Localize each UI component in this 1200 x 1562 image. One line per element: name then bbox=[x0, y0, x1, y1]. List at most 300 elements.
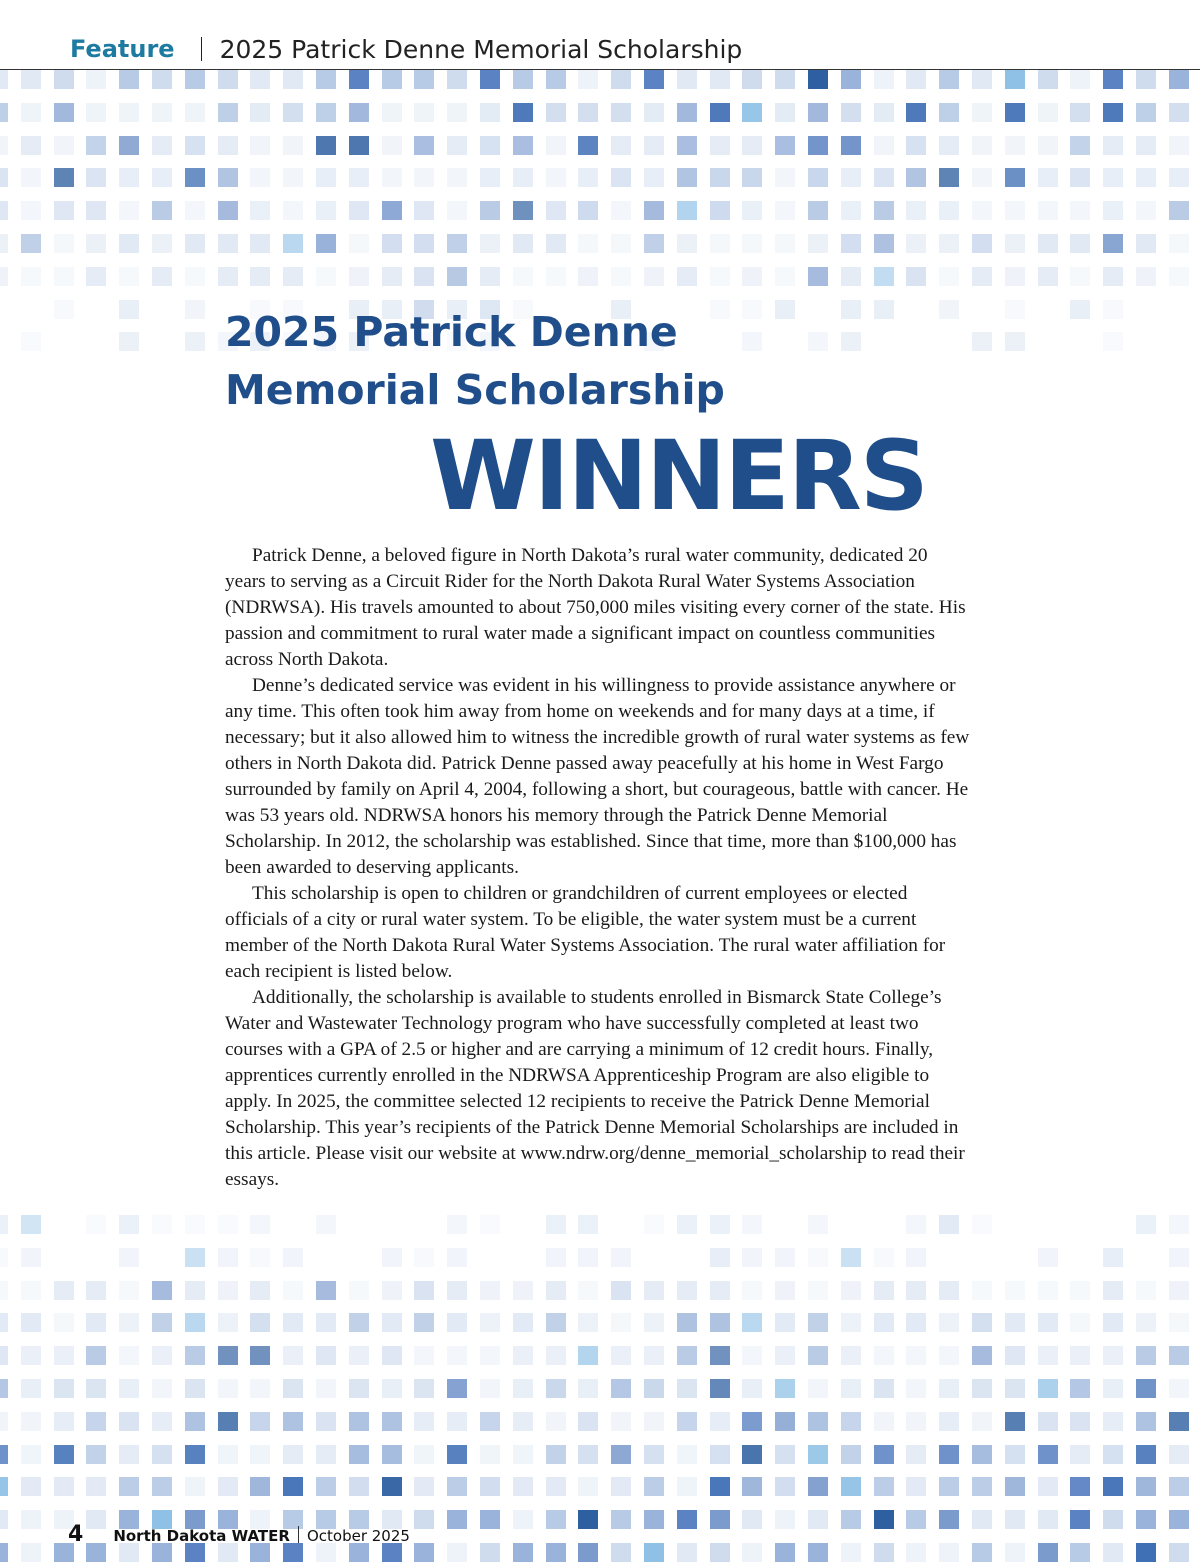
mosaic-tile bbox=[644, 1510, 664, 1529]
mosaic-tile bbox=[185, 234, 205, 253]
mosaic-tile bbox=[546, 1445, 566, 1464]
mosaic-tile bbox=[611, 201, 631, 220]
mosaic-tile bbox=[874, 1248, 894, 1267]
mosaic-tile bbox=[152, 234, 172, 253]
mosaic-tile bbox=[939, 201, 959, 220]
mosaic-tile bbox=[480, 1510, 500, 1529]
mosaic-tile bbox=[742, 1477, 762, 1496]
mosaic-tile bbox=[742, 234, 762, 253]
mosaic-tile bbox=[218, 1215, 238, 1234]
mosaic-tile bbox=[644, 234, 664, 253]
mosaic-tile bbox=[480, 234, 500, 253]
mosaic-tile bbox=[1103, 1313, 1123, 1332]
mosaic-tile bbox=[644, 267, 664, 286]
mosaic-tile bbox=[283, 1313, 303, 1332]
mosaic-tile bbox=[283, 1445, 303, 1464]
mosaic-tile bbox=[513, 1379, 533, 1398]
mosaic-tile bbox=[349, 1412, 369, 1431]
mosaic-tile bbox=[480, 1346, 500, 1365]
section-label: Feature bbox=[70, 35, 175, 63]
mosaic-tile bbox=[578, 1412, 598, 1431]
mosaic-tile bbox=[119, 201, 139, 220]
mosaic-tile bbox=[283, 103, 303, 122]
mosaic-tile bbox=[447, 103, 467, 122]
article-body bbox=[225, 543, 970, 1193]
mosaic-tile bbox=[1005, 1510, 1025, 1529]
mosaic-tile bbox=[54, 1445, 74, 1464]
mosaic-tile bbox=[349, 136, 369, 155]
mosaic-tile bbox=[250, 1346, 270, 1365]
mosaic-tile bbox=[1103, 267, 1123, 286]
mosaic-tile bbox=[1038, 1379, 1058, 1398]
mosaic-tile bbox=[0, 1346, 8, 1365]
mosaic-tile bbox=[841, 1477, 861, 1496]
mosaic-tile bbox=[972, 1412, 992, 1431]
mosaic-tile bbox=[1169, 1445, 1189, 1464]
mosaic-tile bbox=[1038, 168, 1058, 187]
mosaic-tile bbox=[283, 1346, 303, 1365]
mosaic-tile bbox=[710, 267, 730, 286]
mosaic-tile bbox=[0, 1412, 8, 1431]
mosaic-tile bbox=[1038, 1412, 1058, 1431]
mosaic-tile bbox=[185, 267, 205, 286]
mosaic-tile bbox=[21, 1510, 41, 1529]
mosaic-tile bbox=[546, 168, 566, 187]
mosaic-tile bbox=[710, 201, 730, 220]
mosaic-tile bbox=[841, 1510, 861, 1529]
mosaic-tile bbox=[0, 1379, 8, 1398]
mosaic-tile bbox=[513, 1281, 533, 1300]
mosaic-tile bbox=[710, 1313, 730, 1332]
mosaic-tile bbox=[611, 103, 631, 122]
mosaic-tile bbox=[185, 1346, 205, 1365]
mosaic-tile bbox=[710, 1281, 730, 1300]
mosaic-tile bbox=[1070, 1379, 1090, 1398]
mosaic-tile bbox=[1169, 234, 1189, 253]
article-title-winners: WINNERS bbox=[430, 420, 927, 532]
mosaic-tile bbox=[513, 1412, 533, 1431]
mosaic-tile bbox=[185, 136, 205, 155]
mosaic-tile bbox=[0, 234, 8, 253]
mosaic-tile bbox=[447, 1215, 467, 1234]
mosaic-tile bbox=[611, 1346, 631, 1365]
mosaic-tile bbox=[382, 1281, 402, 1300]
mosaic-tile bbox=[578, 1248, 598, 1267]
mosaic-tile bbox=[742, 70, 762, 89]
mosaic-tile bbox=[972, 1313, 992, 1332]
mosaic-tile bbox=[0, 168, 8, 187]
mosaic-tile bbox=[480, 1379, 500, 1398]
mosaic-tile bbox=[414, 1346, 434, 1365]
mosaic-tile bbox=[349, 1445, 369, 1464]
mosaic-tile bbox=[21, 136, 41, 155]
mosaic-tile bbox=[1136, 201, 1156, 220]
mosaic-tile bbox=[808, 1445, 828, 1464]
mosaic-tile bbox=[1070, 70, 1090, 89]
mosaic-tile bbox=[1038, 70, 1058, 89]
mosaic-tile bbox=[874, 1412, 894, 1431]
mosaic-tile bbox=[283, 1248, 303, 1267]
mosaic-tile bbox=[447, 136, 467, 155]
mosaic-tile bbox=[874, 1281, 894, 1300]
mosaic-tile bbox=[480, 267, 500, 286]
mosaic-tile bbox=[939, 1445, 959, 1464]
mosaic-tile bbox=[382, 1412, 402, 1431]
mosaic-tile bbox=[513, 136, 533, 155]
mosaic-tile bbox=[382, 267, 402, 286]
mosaic-tile bbox=[349, 70, 369, 89]
mosaic-tile bbox=[86, 201, 106, 220]
mosaic-tile bbox=[283, 1412, 303, 1431]
mosaic-tile bbox=[250, 70, 270, 89]
mosaic-tile bbox=[119, 1215, 139, 1234]
page-number: 4 bbox=[68, 1522, 84, 1547]
mosaic-tile bbox=[1005, 332, 1025, 351]
body-paragraph: Denne’s dedicated service was evident in his willingness to provide assistance anywhere or any time. This often took him away from home on weekends and for many days at a time, if necessary; but it also allowed him to witness the incredible growth of rural water systems as few others in North Dakota did. Patrick Denne passed away peacefully at his home in West Fargo surrounded by family on April 4, 2004, following a short, but courageous, battle with cancer. He was 53 years old. NDRWSA honors his memory through the Patrick Denne Memorial Scholarship. In 2012, the scholarship was established. Since that time, more than $100,000 has been awarded to deserving applicants. bbox=[225, 675, 970, 878]
mosaic-tile bbox=[349, 168, 369, 187]
mosaic-tile bbox=[349, 1346, 369, 1365]
mosaic-tile bbox=[0, 1477, 8, 1496]
mosaic-tile bbox=[677, 1313, 697, 1332]
mosaic-tile bbox=[742, 267, 762, 286]
mosaic-tile bbox=[677, 1412, 697, 1431]
mosaic-tile bbox=[185, 1445, 205, 1464]
mosaic-tile bbox=[742, 103, 762, 122]
mosaic-tile bbox=[644, 1281, 664, 1300]
mosaic-tile bbox=[414, 1379, 434, 1398]
mosaic-tile bbox=[1103, 234, 1123, 253]
mosaic-tile bbox=[513, 201, 533, 220]
mosaic-tile bbox=[1070, 201, 1090, 220]
mosaic-tile bbox=[54, 1346, 74, 1365]
mosaic-tile bbox=[1103, 1412, 1123, 1431]
mosaic-tile bbox=[382, 201, 402, 220]
mosaic-tile bbox=[218, 1477, 238, 1496]
mosaic-tile bbox=[578, 1313, 598, 1332]
mosaic-tile bbox=[382, 1313, 402, 1332]
mosaic-tile bbox=[480, 1281, 500, 1300]
mosaic-tile bbox=[808, 168, 828, 187]
mosaic-tile bbox=[546, 103, 566, 122]
mosaic-tile bbox=[152, 1281, 172, 1300]
mosaic-tile bbox=[316, 1379, 336, 1398]
mosaic-tile bbox=[677, 1510, 697, 1529]
mosaic-tile bbox=[1169, 201, 1189, 220]
mosaic-tile bbox=[1005, 1346, 1025, 1365]
mosaic-tile bbox=[906, 234, 926, 253]
mosaic-tile bbox=[775, 1346, 795, 1365]
mosaic-tile bbox=[1136, 267, 1156, 286]
mosaic-tile bbox=[906, 1412, 926, 1431]
mosaic-tile bbox=[86, 168, 106, 187]
mosaic-tile bbox=[578, 168, 598, 187]
mosaic-tile bbox=[1136, 1445, 1156, 1464]
mosaic-tile bbox=[808, 234, 828, 253]
body-paragraph: Additionally, the scholarship is available to students enrolled in Bismarck State College’s Water and Wastewater Technology program who have successfully completed at least two courses with a GPA of 2.5 or higher and are carrying a minimum of 12 credit hours. Finally, apprentices currently enrolled in the NDRWSA Apprenticeship Program are also eligible to apply. In 2025, the committee selected 12 recipients to receive the Patrick Denne Memorial Scholarship. This year’s recipients of the Patrick Denne Memorial Scholarships are included in this article. Please visit our website at www.ndrw.org/denne_memorial_scholarship to read their essays. bbox=[225, 987, 965, 1190]
mosaic-tile bbox=[742, 136, 762, 155]
mosaic-tile bbox=[382, 103, 402, 122]
mosaic-tile bbox=[841, 1445, 861, 1464]
mosaic-tile bbox=[546, 1248, 566, 1267]
mosaic-tile bbox=[939, 267, 959, 286]
mosaic-tile bbox=[119, 136, 139, 155]
mosaic-tile bbox=[939, 1281, 959, 1300]
mosaic-tile bbox=[874, 267, 894, 286]
mosaic-tile bbox=[1169, 136, 1189, 155]
mosaic-tile bbox=[54, 70, 74, 89]
mosaic-tile bbox=[513, 267, 533, 286]
mosaic-tile bbox=[152, 1313, 172, 1332]
mosaic-tile bbox=[283, 168, 303, 187]
mosaic-tile bbox=[1136, 1313, 1156, 1332]
mosaic-tile bbox=[775, 70, 795, 89]
mosaic-tile bbox=[677, 1379, 697, 1398]
mosaic-tile bbox=[578, 201, 598, 220]
mosaic-tile bbox=[742, 1346, 762, 1365]
mosaic-tile bbox=[21, 332, 41, 351]
mosaic-tile bbox=[1038, 234, 1058, 253]
mosaic-tile bbox=[414, 1281, 434, 1300]
mosaic-tile bbox=[644, 103, 664, 122]
mosaic-tile bbox=[546, 234, 566, 253]
mosaic-tile bbox=[447, 1346, 467, 1365]
mosaic-tile bbox=[841, 136, 861, 155]
mosaic-tile bbox=[644, 70, 664, 89]
mosaic-tile bbox=[21, 103, 41, 122]
mosaic-tile bbox=[972, 70, 992, 89]
mosaic-tile bbox=[644, 1477, 664, 1496]
mosaic-tile bbox=[447, 1477, 467, 1496]
mosaic-tile bbox=[677, 1477, 697, 1496]
mosaic-tile bbox=[1136, 1215, 1156, 1234]
mosaic-tile bbox=[1169, 1477, 1189, 1496]
mosaic-tile bbox=[54, 168, 74, 187]
mosaic-tile bbox=[0, 1510, 8, 1529]
mosaic-tile bbox=[939, 1510, 959, 1529]
mosaic-tile bbox=[414, 234, 434, 253]
mosaic-tile bbox=[677, 1215, 697, 1234]
mosaic-tile bbox=[316, 103, 336, 122]
mosaic-tile bbox=[1070, 168, 1090, 187]
mosaic-tile bbox=[414, 168, 434, 187]
mosaic-tile bbox=[1136, 1477, 1156, 1496]
mosaic-tile bbox=[119, 1248, 139, 1267]
mosaic-tile bbox=[152, 1346, 172, 1365]
mosaic-tile bbox=[21, 1313, 41, 1332]
mosaic-tile bbox=[611, 1248, 631, 1267]
mosaic-tile bbox=[152, 168, 172, 187]
mosaic-tile bbox=[21, 1346, 41, 1365]
mosaic-tile bbox=[1070, 1281, 1090, 1300]
mosaic-tile bbox=[414, 1510, 434, 1529]
mosaic-tile bbox=[250, 1445, 270, 1464]
issue-date: October 2025 bbox=[306, 1527, 410, 1545]
mosaic-tile bbox=[1005, 267, 1025, 286]
mosaic-tile bbox=[1005, 168, 1025, 187]
mosaic-tile bbox=[480, 201, 500, 220]
mosaic-tile bbox=[808, 267, 828, 286]
mosaic-tile bbox=[1136, 1379, 1156, 1398]
mosaic-tile bbox=[447, 1445, 467, 1464]
mosaic-tile bbox=[283, 1379, 303, 1398]
mosaic-tile bbox=[119, 300, 139, 319]
mosaic-tile bbox=[218, 1248, 238, 1267]
mosaic-tile bbox=[185, 1412, 205, 1431]
mosaic-tile bbox=[54, 267, 74, 286]
mosaic-tile bbox=[513, 1313, 533, 1332]
mosaic-tile bbox=[939, 1379, 959, 1398]
mosaic-tile bbox=[1070, 300, 1090, 319]
mosaic-tile bbox=[611, 70, 631, 89]
mosaic-tile bbox=[1103, 1477, 1123, 1496]
mosaic-tile bbox=[0, 103, 8, 122]
mosaic-tile bbox=[382, 136, 402, 155]
mosaic-tile bbox=[185, 1379, 205, 1398]
mosaic-tile bbox=[841, 1281, 861, 1300]
mosaic-tile bbox=[808, 1412, 828, 1431]
mosaic-tile bbox=[316, 168, 336, 187]
mosaic-tile bbox=[644, 1412, 664, 1431]
mosaic-tile bbox=[1038, 1313, 1058, 1332]
mosaic-tile bbox=[152, 1215, 172, 1234]
mosaic-tile bbox=[1169, 168, 1189, 187]
mosaic-tile bbox=[808, 1248, 828, 1267]
mosaic-tile bbox=[1136, 1510, 1156, 1529]
mosaic-tile bbox=[775, 1379, 795, 1398]
mosaic-tile bbox=[841, 168, 861, 187]
mosaic-tile bbox=[86, 1346, 106, 1365]
mosaic-tile bbox=[546, 1477, 566, 1496]
mosaic-tile bbox=[644, 1215, 664, 1234]
mosaic-tile bbox=[250, 201, 270, 220]
mosaic-tile bbox=[1169, 1248, 1189, 1267]
mosaic-tile bbox=[283, 201, 303, 220]
mosaic-tile bbox=[972, 168, 992, 187]
mosaic-tile bbox=[775, 1412, 795, 1431]
mosaic-tile bbox=[939, 103, 959, 122]
mosaic-tile bbox=[0, 1445, 8, 1464]
header-rule bbox=[0, 69, 1200, 70]
mosaic-tile bbox=[972, 1281, 992, 1300]
mosaic-tile bbox=[414, 1477, 434, 1496]
mosaic-tile bbox=[283, 136, 303, 155]
mosaic-tile bbox=[0, 1281, 8, 1300]
mosaic-tile bbox=[1169, 1313, 1189, 1332]
mosaic-tile bbox=[1169, 1346, 1189, 1365]
mosaic-tile bbox=[578, 1445, 598, 1464]
mosaic-tile bbox=[742, 1313, 762, 1332]
mosaic-tile bbox=[250, 1281, 270, 1300]
mosaic-tile bbox=[218, 1379, 238, 1398]
mosaic-tile bbox=[218, 267, 238, 286]
mosaic-tile bbox=[644, 201, 664, 220]
mosaic-tile bbox=[1103, 1346, 1123, 1365]
mosaic-tile bbox=[86, 1445, 106, 1464]
mosaic-tile bbox=[218, 1412, 238, 1431]
mosaic-tile bbox=[742, 1215, 762, 1234]
mosaic-tile bbox=[939, 300, 959, 319]
mosaic-tile bbox=[1169, 267, 1189, 286]
mosaic-tile bbox=[906, 1281, 926, 1300]
mosaic-tile bbox=[644, 1445, 664, 1464]
body-paragraph: This scholarship is open to children or grandchildren of current employees or elected officials of a city or rural water system. To be eligible, the water system must be a current member of the North Dakota Rural Water Systems Association. The rural water affiliation for each recipient is listed below. bbox=[225, 883, 946, 982]
mosaic-tile bbox=[546, 1215, 566, 1234]
mosaic-tile bbox=[250, 1379, 270, 1398]
mosaic-tile bbox=[382, 1445, 402, 1464]
mosaic-tile bbox=[1103, 1281, 1123, 1300]
mosaic-tile bbox=[808, 1477, 828, 1496]
mosaic-tile bbox=[906, 1379, 926, 1398]
mosaic-tile bbox=[513, 1445, 533, 1464]
mosaic-tile bbox=[710, 70, 730, 89]
mosaic-tile bbox=[185, 103, 205, 122]
mosaic-tile bbox=[21, 234, 41, 253]
mosaic-tile bbox=[1169, 1412, 1189, 1431]
mosaic-tile bbox=[841, 1379, 861, 1398]
mosaic-tile bbox=[414, 1412, 434, 1431]
mosaic-tile bbox=[480, 1477, 500, 1496]
mosaic-tile bbox=[0, 136, 8, 155]
mosaic-tile bbox=[21, 70, 41, 89]
mosaic-tile bbox=[742, 1248, 762, 1267]
mosaic-tile bbox=[841, 1412, 861, 1431]
mosaic-tile bbox=[447, 1510, 467, 1529]
mosaic-tile bbox=[119, 70, 139, 89]
mosaic-tile bbox=[1070, 1477, 1090, 1496]
mosaic-tile bbox=[939, 234, 959, 253]
mosaic-tile bbox=[1005, 201, 1025, 220]
mosaic-tile bbox=[939, 1477, 959, 1496]
mosaic-tile bbox=[185, 1215, 205, 1234]
mosaic-tile bbox=[1136, 70, 1156, 89]
mosaic-tile bbox=[1169, 103, 1189, 122]
mosaic-tile bbox=[972, 234, 992, 253]
mosaic-tile bbox=[742, 332, 762, 351]
mosaic-tile bbox=[86, 1379, 106, 1398]
mosaic-tile bbox=[775, 136, 795, 155]
mosaic-tile bbox=[283, 1281, 303, 1300]
mosaic-tile bbox=[611, 1313, 631, 1332]
mosaic-tile bbox=[710, 1477, 730, 1496]
mosaic-tile bbox=[21, 1379, 41, 1398]
mosaic-tile bbox=[710, 1346, 730, 1365]
mosaic-tile bbox=[480, 1445, 500, 1464]
mosaic-tile bbox=[349, 201, 369, 220]
mosaic-tile bbox=[972, 103, 992, 122]
mosaic-tile bbox=[382, 1477, 402, 1496]
mosaic-tile bbox=[119, 1281, 139, 1300]
mosaic-tile bbox=[480, 168, 500, 187]
mosaic-tile bbox=[349, 103, 369, 122]
mosaic-tile bbox=[1136, 103, 1156, 122]
mosaic-tile bbox=[939, 1313, 959, 1332]
mosaic-tile bbox=[972, 1346, 992, 1365]
mosaic-tile bbox=[316, 1313, 336, 1332]
mosaic-tile bbox=[710, 136, 730, 155]
mosaic-tile bbox=[546, 1412, 566, 1431]
mosaic-tile bbox=[1005, 1281, 1025, 1300]
mosaic-tile bbox=[775, 201, 795, 220]
mosaic-tile bbox=[480, 103, 500, 122]
mosaic-tile bbox=[1070, 1313, 1090, 1332]
mosaic-tile bbox=[906, 1313, 926, 1332]
mosaic-tile bbox=[1005, 300, 1025, 319]
mosaic-tile bbox=[414, 103, 434, 122]
mosaic-tile bbox=[21, 168, 41, 187]
mosaic-tile bbox=[54, 1412, 74, 1431]
mosaic-tile bbox=[710, 1412, 730, 1431]
mosaic-tile bbox=[283, 234, 303, 253]
